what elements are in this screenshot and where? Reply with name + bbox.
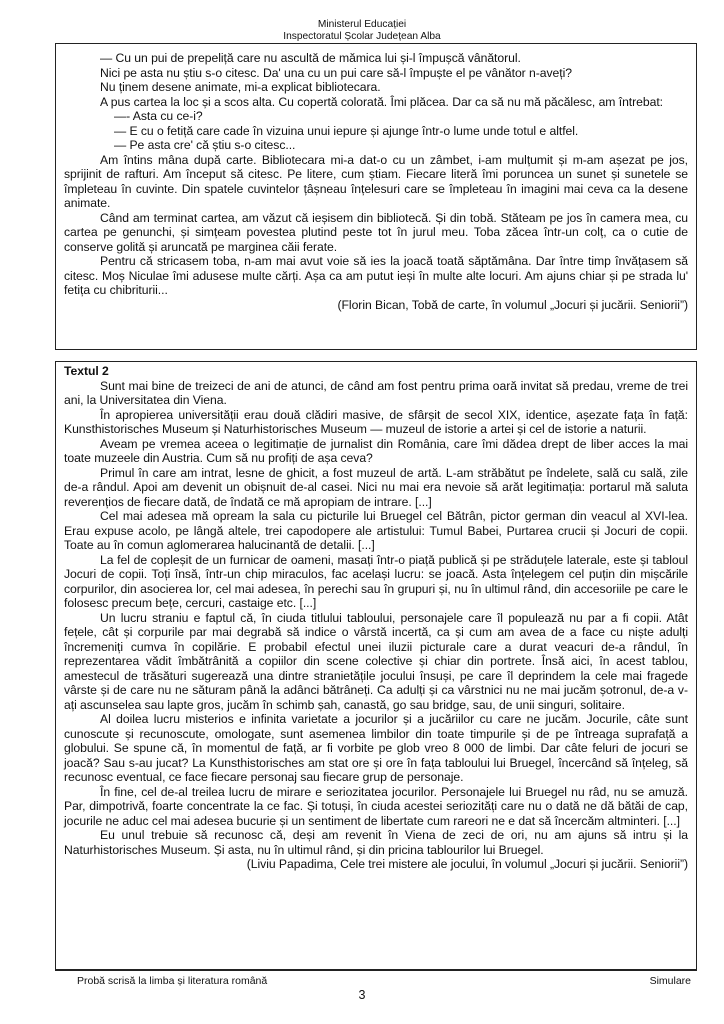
text2-paragraph: Cel mai adesea mă opream la sala cu picturile lui Bruegel cel Bătrân, pictor german din veacul al XVI-lea. Erau expuse acolo, pe lângă altele, trei capodopere ale artistului: Tumul Babei, Purtarea crucii și Jocuri de copii. Toate au în comun aglomerarea halucinantă de detalii. [...] bbox=[64, 509, 688, 552]
text1-paragraph: Când am terminat cartea, am văzut că ieșisem din bibliotecă. Și din tobă. Stăteam pe jos în camera mea, cu cartea pe genunchi, și simțeam povestea plutind peste tot în jurul meu. Toba zăcea într-un colț, ca o cutie de conserve golită și aruncată pe marginea căii ferate. bbox=[64, 210, 688, 254]
header-inspectorate: Inspectoratul Școlar Județean Alba bbox=[283, 30, 441, 42]
text2-body bbox=[64, 364, 688, 872]
text2-paragraph: Sunt mai bine de treizeci de ani de atunci, de când am fost pentru prima oară invitat să predau, vreme de trei ani, la Universitatea din Viena. bbox=[64, 378, 688, 407]
text2-paragraph: Un lucru straniu e faptul că, în ciuda titlului tabloului, personajele care îl populează nu par a fi copii. Atât fețele, cât și corpurile par mai degrabă să indice o vârstă incertă, ca și cum am avea de a face cu niște adulți încremeniți cumva în copilărie. E probabil efectul unei iluzii picturale care a durat veacuri de-a rândul, în reprezentarea vădit îmbătrânită a copiilor din scene colective și chiar din portrete. Însă aici, în acest tablou, amestecul de trăsături sugerează una dintre stranietățile jocului însuși, pe care îl deprindem la cele mai fragede vârste și de care nu ne săturam până la adânci bătrâneți. Ca adulți și ca vârstnici nu ne mai jucăm șotronul, de-a v-ați ascunselea sau lapte gros, jucăm în schimb șah, canastă, go sau bridge, sau, de unii singuri, solitaire. bbox=[64, 610, 688, 712]
text2-paragraph: Al doilea lucru misterios e infinita varietate a jocurilor și a jucăriilor cu care ne jucăm. Jocurile, câte sunt cunoscute și recunoscute, omologate, sunt asemenea limbilor din toate timpurile și de pe întreaga suprafață a globului. Se spune că, în momentul de față, ar fi vorbite pe glob vreo 8 000 de limbi. Dar câte feluri de jocuri se joacă? Sau s-au jucat? La Kunsthistorisches am stat ore și ore în fața tabloului lui Bruegel, încercând să înțeleg, să recunosc eventual, ce face fiecare personaj sau fiecare grup de personaje. bbox=[64, 712, 688, 784]
footer-exam-type: Simulare bbox=[649, 975, 691, 987]
text1-paragraph: Am întins mâna după carte. Bibliotecara mi-a dat-o cu un zâmbet, i-am mulțumit și m-am așezat pe jos, sprijinit de rafturi. Am început să citesc. Pe litere, cum știam. Fiecare literă îmi poruncea un sunet și sunetele se împleteau în cuvinte. Din spatele cuvintelor țâșneau înțelesuri care se împleteau în imagini mai ceva ca la desene animate. bbox=[64, 152, 688, 210]
text1-paragraph: Nici pe asta nu știu s-o citesc. Da' una cu un pui care să-l împuște el pe vânător n-aveți? bbox=[100, 65, 572, 80]
text2-title: Textul 2 bbox=[64, 364, 109, 378]
text1-paragraph: — E cu o fetiță care cade în vizuina unui iepure și ajunge într-o lume unde totul e altfel. bbox=[114, 123, 579, 138]
text2-paragraph: În fine, cel de-al treilea lucru de mirare e seriozitatea jocurilor. Personajele lui Bruegel nu râd, nu se amuză. Par, dimpotrivă, foarte concentrate la ce fac. Și totuși, în ciuda acestei seriozități care nu o dată ne dă bătăi de cap, jocurile ne aduc cel mai adesea bucurie și un sentiment de libertate cum rareori ne e dat să încercăm altminteri. [...] bbox=[64, 784, 688, 828]
footer-divider bbox=[55, 970, 697, 971]
page-number: 3 bbox=[358, 988, 366, 1002]
text1-paragraph: Pentru că stricasem toba, n-am mai avut voie să ies la joacă toată săptămâna. Dar între timp învățasem să citesc. Moș Niculae îmi adusese multe cărți. Așa ca am putut ieși în multe alte locuri. Am ajuns chiar și pe strada lu' fetița cu chibriturii... bbox=[64, 254, 688, 297]
text2-paragraph: În apropierea universității erau două clădiri masive, de sfârșit de secol XIX, identice, așezate fața în față: Kunsthistorisches Museum și Naturhistorisches Museum — muzeul de istorie a artei și cel de istorie a naturii. bbox=[64, 407, 688, 436]
text1-source: (Florin Bican, Tobă de carte, în volumul „Jocuri și jucării. Seniorii”) bbox=[337, 297, 688, 312]
text2-paragraph: Aveam pe vremea aceea o legitimație de jurnalist din România, care îmi dădea drept de liber acces la mai toate muzeele din Austria. Cum să nu profiți de așa ceva? bbox=[64, 436, 688, 465]
text2-box bbox=[55, 361, 697, 970]
text1-paragraph: — Cu un pui de prepeliță care nu ascultă de mămica lui și-l împușcă vânătorul. bbox=[100, 51, 521, 65]
text1-paragraph: Nu ținem desene animate, mi-a explicat bibliotecara. bbox=[100, 80, 381, 94]
text2-paragraph: La fel de copleșit de un furnicar de oameni, masați într-o piață publică și pe străduțele laterale, este și tabloul Jocuri de copii. Toți însă, într-un chip miraculos, fac același lucru: se joacă. Asta înțelegem cel puțin din mișcările corpurilor, din asocierea lor, cel mai adesea, în perechi sau în grupuri și, nu în ultimul rând, din accesoriile pe care le folosesc precum bețe, cercuri, castaige etc. [...] bbox=[64, 552, 688, 610]
header-ministry: Ministerul Educației bbox=[317, 19, 407, 30]
text1-body bbox=[64, 51, 688, 312]
text1-paragraph: A pus cartea la loc și a scos alta. Cu copertă colorată. Îmi plăcea. Dar ca să nu mă păcălesc, am întrebat: bbox=[100, 94, 663, 109]
text2-paragraph: Eu unul trebuie să recunosc că, deși am revenit în Viena de zeci de ori, nu am ajuns să intru și la Naturhistorisches Museum. Și asta, nu în ultimul rând, și din pricina tablourilor lui Bruegel. bbox=[64, 828, 688, 857]
text2-paragraph: Primul în care am intrat, lesne de ghicit, a fost muzeul de artă. L-am străbătut pe îndelete, sală cu sală, zile de-a rândul. Apoi am devenit un obișnuit de-al casei. Nici nu mai era nevoie să arăt legitimația: portarul mă saluta reverențios de fiecare dată, de îndată ce mă apropiam de intrare. [...] bbox=[64, 465, 688, 509]
text1-paragraph: — Pe asta cre' că știu s-o citesc... bbox=[114, 138, 296, 152]
text2-source: (Liviu Papadima, Cele trei mistere ale jocului, în volumul „Jocuri și jucării. Seniorii”) bbox=[246, 857, 688, 871]
footer-exam-name: Probă scrisă la limba și literatura română bbox=[77, 975, 268, 987]
text1-paragraph: —- Asta cu ce-i? bbox=[114, 109, 203, 123]
text1-box bbox=[55, 43, 697, 350]
